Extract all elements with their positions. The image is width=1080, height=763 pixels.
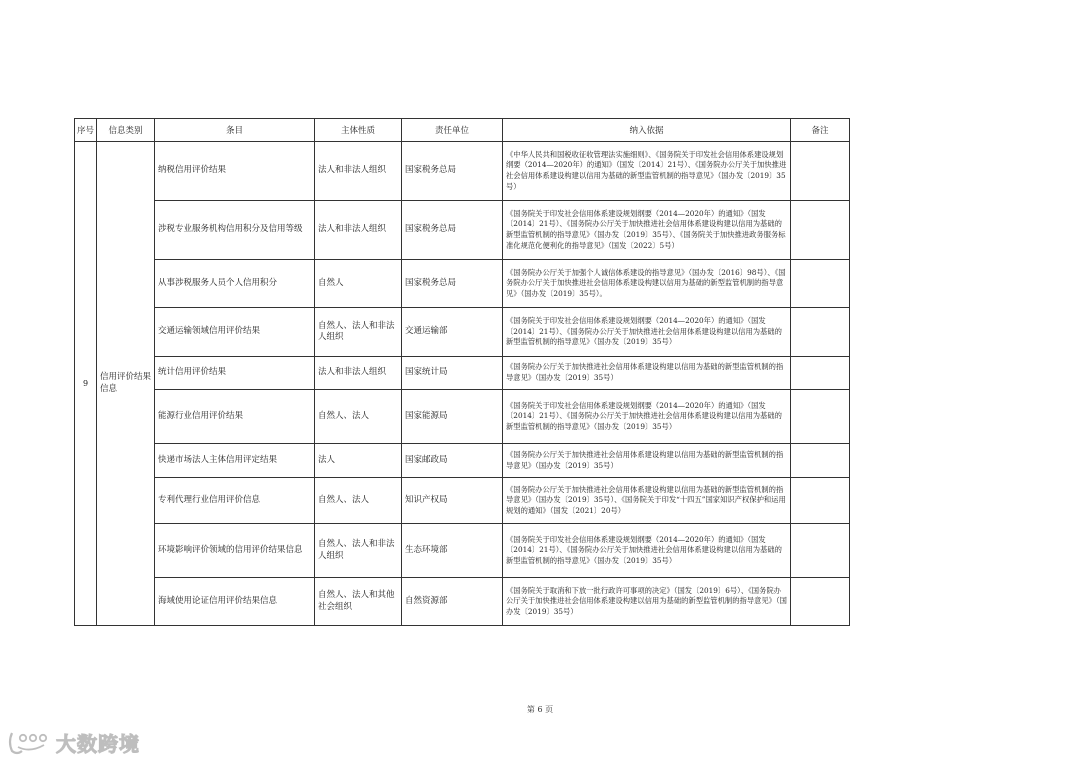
header-nature: 主体性质 bbox=[315, 119, 402, 142]
header-unit: 责任单位 bbox=[402, 119, 503, 142]
cell-unit: 国家统计局 bbox=[402, 357, 503, 390]
cell-nature: 自然人、法人和非法人组织 bbox=[315, 524, 402, 578]
table-header-row bbox=[75, 119, 850, 142]
cell-remark bbox=[791, 308, 850, 357]
cell-unit: 交通运输部 bbox=[402, 308, 503, 357]
header-seq: 序号 bbox=[75, 119, 97, 142]
cell-unit: 国家税务总局 bbox=[402, 260, 503, 308]
cell-remark bbox=[791, 578, 850, 626]
table-row bbox=[75, 524, 850, 578]
cell-unit: 国家能源局 bbox=[402, 390, 503, 444]
cell-remark bbox=[791, 524, 850, 578]
table-row bbox=[75, 357, 850, 390]
page-number: 第 6 页 bbox=[526, 705, 554, 714]
cell-unit: 国家税务总局 bbox=[402, 142, 503, 201]
header-basis: 纳入依据 bbox=[503, 119, 791, 142]
header-item: 条目 bbox=[155, 119, 315, 142]
credit-evaluation-table bbox=[74, 118, 850, 626]
cell-unit: 知识产权局 bbox=[402, 478, 503, 524]
cell-remark bbox=[791, 357, 850, 390]
header-remark: 备注 bbox=[791, 119, 850, 142]
cell-basis: 《中华人民共和国税收征收管理法实施细则》、《国务院关于印发社会信用体系建设规划纲要（2014—2020年）的通知》（国发〔2014〕21号）、《国务院办公厅关于加快推进社会信用体系建设构建以信用为基础的新型监管机制的指导意见》（国办发〔2019〕35号） bbox=[503, 142, 791, 201]
cell-basis: 《国务院办公厅关于加快推进社会信用体系建设构建以信用为基础的新型监管机制的指导意见》（国办发〔2019〕35号） bbox=[503, 357, 791, 390]
cell-basis: 《国务院办公厅关于加快推进社会信用体系建设构建以信用为基础的新型监管机制的指导意见》（国办发〔2019〕35号） bbox=[503, 444, 791, 478]
cell-nature: 法人和非法人组织 bbox=[315, 142, 402, 201]
cell-basis: 《国务院关于印发社会信用体系建设规划纲要（2014—2020年）的通知》（国发〔2014〕21号）、《国务院办公厅关于加快推进社会信用体系建设构建以信用为基础的新型监管机制的指导意见》（国办发〔2019〕35号）、《国务院关于加快推进政务服务标准化规范化便利化的指导意见》（国发〔2022〕5号） bbox=[503, 201, 791, 260]
cell-nature: 自然人 bbox=[315, 260, 402, 308]
watermark-logo-icon bbox=[6, 727, 52, 757]
cell-remark bbox=[791, 142, 850, 201]
cell-unit: 国家税务总局 bbox=[402, 201, 503, 260]
header-category: 信息类别 bbox=[97, 119, 155, 142]
cell-nature: 自然人、法人 bbox=[315, 478, 402, 524]
cell-item: 专利代理行业信用评价信息 bbox=[155, 478, 315, 524]
cell-remark bbox=[791, 444, 850, 478]
cell-nature: 自然人、法人 bbox=[315, 390, 402, 444]
cell-item: 快递市场法人主体信用评定结果 bbox=[155, 444, 315, 478]
cell-basis: 《国务院关于印发社会信用体系建设规划纲要（2014—2020年）的通知》（国发〔2014〕21号）、《国务院办公厅关于加快推进社会信用体系建设构建以信用为基础的新型监管机制的指导意见》（国办发〔2019〕35号） bbox=[503, 524, 791, 578]
group-category: 信用评价结果信息 bbox=[97, 142, 155, 626]
table-row bbox=[75, 308, 850, 357]
table-row bbox=[75, 390, 850, 444]
cell-remark bbox=[791, 201, 850, 260]
table-row bbox=[75, 578, 850, 626]
cell-item: 环境影响评价领域的信用评价结果信息 bbox=[155, 524, 315, 578]
cell-item: 涉税专业服务机构信用积分及信用等级 bbox=[155, 201, 315, 260]
cell-nature: 自然人、法人和其他社会组织 bbox=[315, 578, 402, 626]
cell-nature: 法人 bbox=[315, 444, 402, 478]
cell-basis: 《国务院办公厅关于加强个人诚信体系建设的指导意见》（国办发〔2016〕98号）、《国务院办公厅关于加快推进社会信用体系建设构建以信用为基础的新型监管机制的指导意见》（国办发〔2019〕35号）。 bbox=[503, 260, 791, 308]
table-row bbox=[75, 444, 850, 478]
cell-item: 海域使用论证信用评价结果信息 bbox=[155, 578, 315, 626]
cell-item: 从事涉税服务人员个人信用积分 bbox=[155, 260, 315, 308]
cell-unit: 自然资源部 bbox=[402, 578, 503, 626]
cell-remark bbox=[791, 260, 850, 308]
table-row bbox=[75, 478, 850, 524]
cell-unit: 国家邮政局 bbox=[402, 444, 503, 478]
cell-unit: 生态环境部 bbox=[402, 524, 503, 578]
cell-item: 交通运输领域信用评价结果 bbox=[155, 308, 315, 357]
table-row bbox=[75, 142, 850, 201]
cell-basis: 《国务院关于取消和下放一批行政许可事项的决定》（国发〔2019〕6号）、《国务院办公厅关于加快推进社会信用体系建设构建以信用为基础的新型监管机制的指导意见》（国办发〔2019〕35号） bbox=[503, 578, 791, 626]
cell-nature: 法人和非法人组织 bbox=[315, 357, 402, 390]
cell-basis: 《国务院关于印发社会信用体系建设规划纲要（2014—2020年）的通知》（国发〔2014〕21号）、《国务院办公厅关于加快推进社会信用体系建设构建以信用为基础的新型监管机制的指导意见》（国办发〔2019〕35号） bbox=[503, 308, 791, 357]
cell-item: 纳税信用评价结果 bbox=[155, 142, 315, 201]
cell-nature: 法人和非法人组织 bbox=[315, 201, 402, 260]
table-row bbox=[75, 260, 850, 308]
cell-nature: 自然人、法人和非法人组织 bbox=[315, 308, 402, 357]
cell-remark bbox=[791, 478, 850, 524]
table-row bbox=[75, 201, 850, 260]
group-seq: 9 bbox=[75, 142, 97, 626]
cell-item: 统计信用评价结果 bbox=[155, 357, 315, 390]
cell-basis: 《国务院关于印发社会信用体系建设规划纲要（2014—2020年）的通知》（国发〔2014〕21号）、《国务院办公厅关于加快推进社会信用体系建设构建以信用为基础的新型监管机制的指导意见》（国办发〔2019〕35号） bbox=[503, 390, 791, 444]
cell-item: 能源行业信用评价结果 bbox=[155, 390, 315, 444]
cell-basis: 《国务院办公厅关于加快推进社会信用体系建设构建以信用为基础的新型监管机制的指导意见》（国办发〔2019〕35号）、《国务院关于印发“十四五”国家知识产权保护和运用规划的通知》（国发〔2021〕20号） bbox=[503, 478, 791, 524]
watermark bbox=[6, 724, 140, 760]
watermark-text: 大数跨境 bbox=[56, 731, 140, 756]
cell-remark bbox=[791, 390, 850, 444]
